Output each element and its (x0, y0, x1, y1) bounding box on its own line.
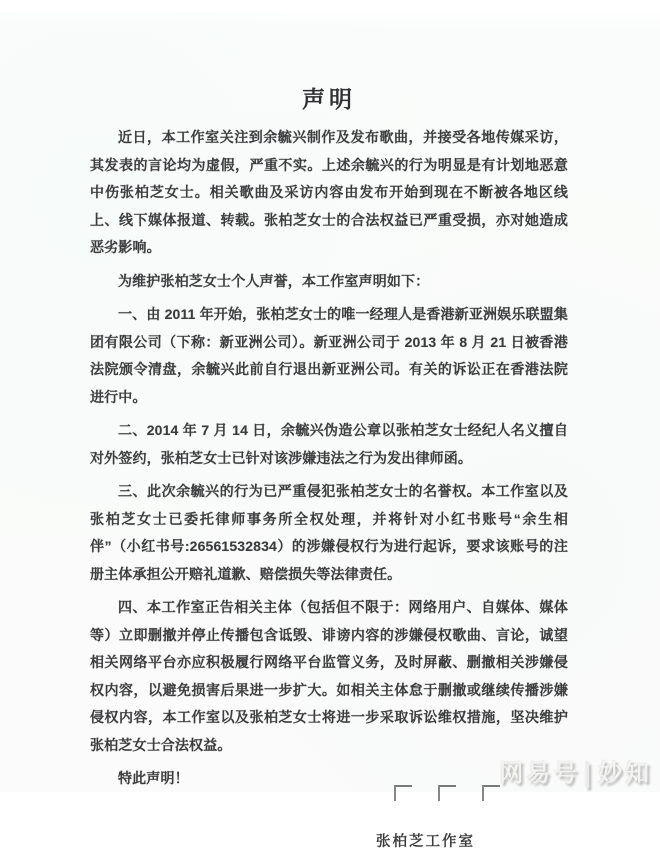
paragraph-point-4: 四、本工作室正告相关主体（包括但不限于：网络用户、自媒体、媒体等）立即删撤并停止传播包含诋毁、诽谤内容的涉嫌侵权歌曲、言论，诚望相关网络平台亦应积极履行网络平台监管义务，及时屏蔽、删撤相关涉嫌侵权内容，以避免损害后果进一步扩大。如相关主体怠于删撤或继续传播涉嫌侵权内容，本工作室以及张柏芝女士将进一步采取诉讼维权措施，坚决维护张柏芝女士合法权益。 (90, 594, 568, 759)
page-title: 声明 (90, 84, 568, 114)
signature: 张柏芝工作室 (90, 829, 568, 856)
paragraph-preamble: 为维护张柏芝女士个人声誉，本工作室声明如下： (90, 268, 568, 296)
cropped-glyph-mark (438, 785, 456, 801)
paragraph-point-2: 二、2014 年 7 月 14 日，余毓兴伪造公章以张柏芝女士经纪人名义擅自对外签约，张柏芝女士已针对该涉嫌违法之行为发出律师函。 (90, 417, 568, 472)
paragraph-point-1: 一、由 2011 年开始，张柏芝女士的唯一经理人是香港新亚洲娱乐联盟集团有限公司（下称：新亚洲公司）。新亚洲公司于 2013 年 8 月 21 日被香港法院颁令清盘，余毓兴此前自行退出新亚洲公司。有关的诉讼正在香港法院进行中。 (90, 301, 568, 411)
watermark-source-label: 网易号 (499, 760, 580, 787)
statement-body (90, 124, 568, 793)
paragraph-closing: 特此声明！ (90, 765, 568, 793)
cropped-glyph-mark (394, 785, 412, 801)
watermark-author-label: 妙知 (598, 760, 652, 787)
paragraph-intro: 近日，本工作室关注到余毓兴制作及发布歌曲，并接受各地传媒采访，其发表的言论均为虚假，严重不实。上述余毓兴的行为明显是有计划地恶意中伤张柏芝女士。相关歌曲及采访内容由发布开始到现在不断被各地区线上、线下媒体报道、转载。张柏芝女士的合法权益已严重受损，亦对她造成恶劣影响。 (90, 124, 568, 262)
cropped-glyph-mark (482, 785, 500, 801)
watermark-divider: | (584, 759, 594, 790)
paragraph-point-3: 三、此次余毓兴的行为已严重侵犯张柏芝女士的名誉权。本工作室以及张柏芝女士已委托律师事务所全权处理，并将针对小红书账号“余生相伴”（小红书号:26561532834）的涉嫌侵权行为进行起诉，要求该账号的注册主体承担公开赔礼道歉、赔偿损失等法律责任。 (90, 478, 568, 588)
netease-watermark (499, 753, 652, 788)
